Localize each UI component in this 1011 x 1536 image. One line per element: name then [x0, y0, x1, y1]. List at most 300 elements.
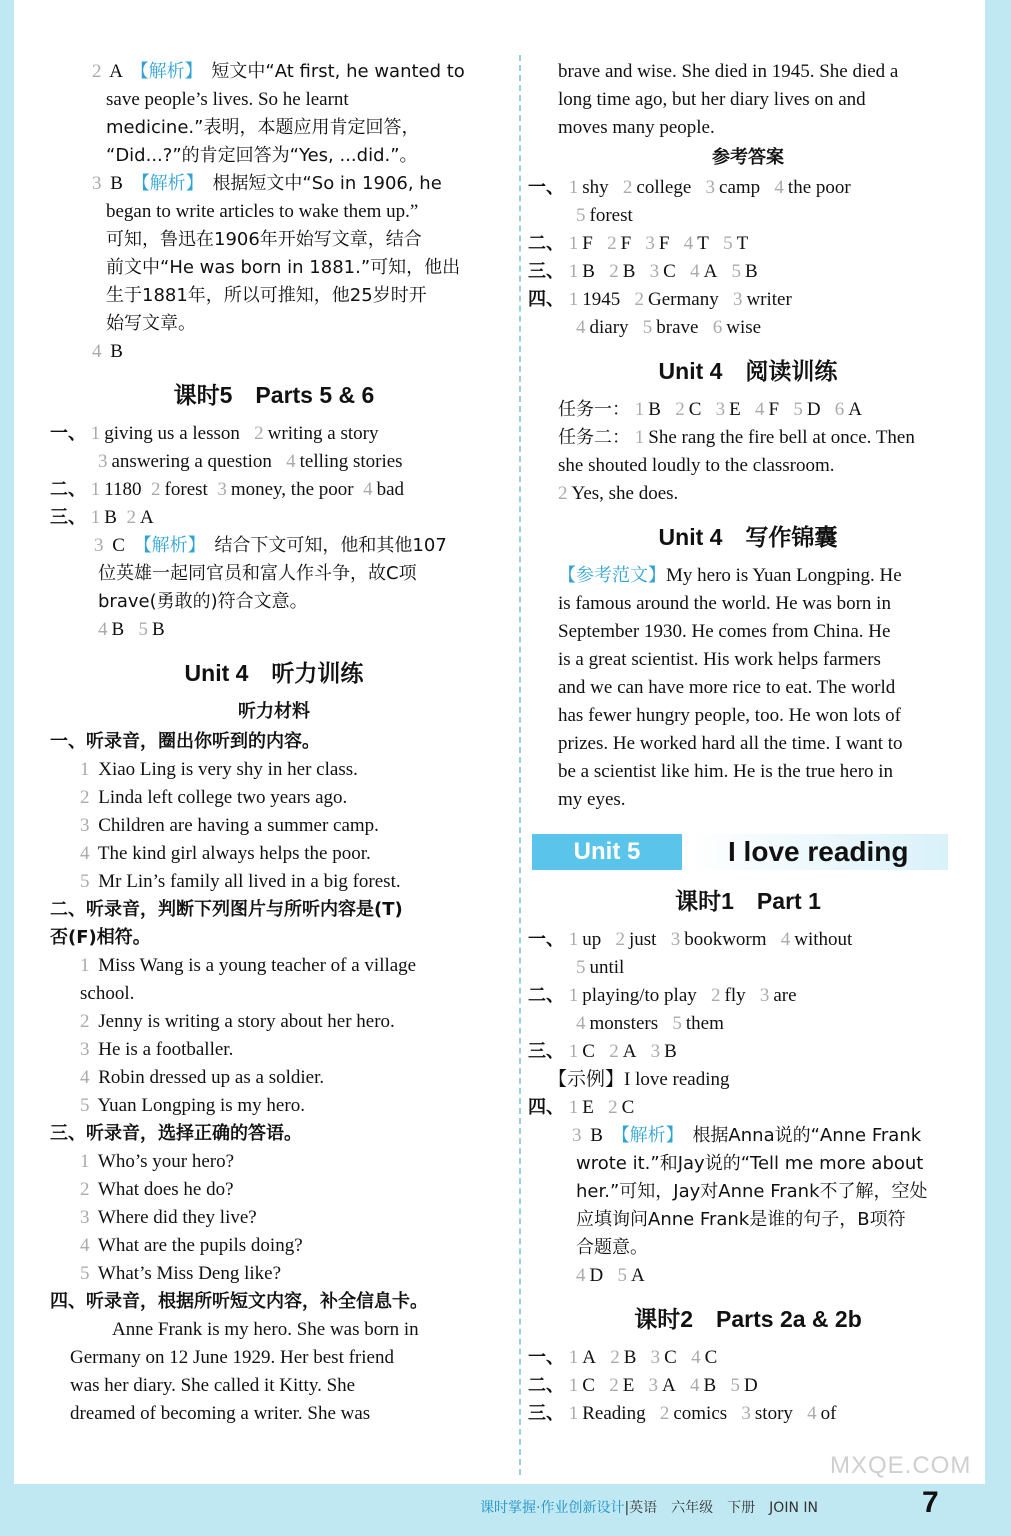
item-number: 1 — [568, 233, 579, 254]
left-column — [50, 58, 498, 1428]
sentence: Who’s your hero? — [97, 1151, 235, 1172]
item-number: 2 — [711, 985, 721, 1006]
item-number: 3 — [650, 1347, 661, 1368]
task-label: 任务二： — [558, 427, 630, 448]
answer-item — [50, 58, 498, 170]
answer-row — [50, 504, 498, 532]
answer-row — [528, 1372, 968, 1400]
question-title: 三、听录音，选择正确的答语。 — [50, 1123, 302, 1144]
lesson5-title: 课时5 Parts 5 & 6 — [173, 382, 375, 408]
passage-line: dreamed of becoming a writer. She was — [70, 1403, 371, 1424]
answer: C — [664, 1347, 677, 1368]
list-item — [80, 952, 498, 980]
item-number: 2 — [558, 483, 568, 504]
item-number: 2 — [92, 61, 102, 82]
right-column — [528, 58, 968, 1428]
answer-item — [50, 532, 498, 616]
passage-line: moves many people. — [558, 117, 715, 138]
answer-row — [528, 424, 968, 452]
analysis-tag: 【解析】 — [611, 1125, 684, 1146]
analysis-text: 应填询问Anne Frank是谁的句子，B项符 — [576, 1209, 906, 1230]
reading-title: Unit 4 阅读训练 — [658, 358, 838, 384]
item-number: 2 — [608, 1097, 618, 1118]
footer-info: |英语 六年级 下册 JOIN IN — [624, 1500, 818, 1516]
item-number: 5 — [576, 957, 586, 978]
answer: F — [768, 399, 780, 420]
analysis-text: wrote it.”和Jay说的“Tell me more about — [576, 1153, 924, 1174]
answer-item — [50, 338, 498, 366]
answer: forest — [589, 205, 633, 226]
question-title: 四、听录音，根据所听短文内容，补全信息卡。 — [50, 1291, 428, 1312]
item-number: 1 — [568, 261, 579, 282]
sentence: Miss Wang is a young teacher of a village — [98, 955, 417, 976]
analysis-text: 合题意。 — [576, 1237, 648, 1258]
item-number: 3 — [705, 177, 716, 198]
essay-line: my eyes. — [558, 789, 626, 810]
answer: A — [622, 1041, 637, 1062]
answer-row — [50, 616, 498, 644]
lesson2-title: 课时2 Parts 2a & 2b — [634, 1306, 862, 1332]
item-number: 5 — [793, 399, 803, 420]
item-number: 4 — [691, 1347, 701, 1368]
list-item — [80, 980, 498, 1008]
answer: them — [685, 1013, 724, 1034]
essay-line — [558, 562, 968, 590]
answer: money, the poor — [230, 479, 354, 500]
watermark: MXQE.COM — [830, 1452, 972, 1479]
item-number: 1 — [80, 1151, 90, 1172]
analysis-text: medicine.”表明，本题应用肯定回答， — [106, 117, 420, 138]
item-number: 2 — [675, 399, 685, 420]
answer: giving us a lesson — [104, 423, 240, 444]
item-number: 5 — [617, 1265, 627, 1286]
item-number: 5 — [723, 233, 733, 254]
item-number: 3 — [80, 1039, 90, 1060]
item-number: 1 — [90, 423, 101, 444]
item-number: 3 — [80, 1207, 90, 1228]
answer-row — [528, 1094, 968, 1122]
list-item — [80, 784, 498, 812]
item-number: 1 — [90, 507, 101, 528]
item-number: 4 — [754, 399, 765, 420]
answer: brave — [656, 317, 699, 338]
item-number: 4 — [286, 451, 296, 472]
item-number: 5 — [138, 619, 148, 640]
item-number: 4 — [683, 233, 694, 254]
list-item — [80, 868, 498, 896]
sentence: The kind girl always helps the poor. — [97, 843, 371, 864]
analysis-text: 可知，鲁迅在1906年开始写文章，结合 — [106, 229, 422, 250]
item-number: 2 — [609, 1041, 619, 1062]
item-number: 3 — [572, 1125, 582, 1146]
answer: B — [104, 507, 117, 528]
answer-row — [528, 396, 968, 424]
answer: diary — [589, 317, 629, 338]
item-number: 5 — [80, 871, 90, 892]
analysis-tag: 【解析】 — [130, 61, 203, 82]
answer-row — [528, 286, 968, 314]
section-number: 一、 — [528, 929, 564, 950]
item-number: 3 — [94, 535, 104, 556]
answer: Reading — [582, 1403, 646, 1424]
item-number: 4 — [363, 479, 373, 500]
question-title: 一、听录音，圈出你听到的内容。 — [50, 731, 320, 752]
sentence-list — [50, 756, 498, 896]
list-item — [80, 840, 498, 868]
sentence: Mr Lin’s family all lived in a big forest. — [98, 871, 401, 892]
page-border-right — [985, 0, 1011, 1536]
answer: A — [109, 61, 122, 82]
sentence: Robin dressed up as a soldier. — [98, 1067, 325, 1088]
answer: C — [582, 1375, 595, 1396]
analysis-text: “Did...?”的肯定回答为“Yes, ...did.”。 — [106, 145, 418, 166]
item-number: 6 — [712, 317, 723, 338]
item-number: 4 — [576, 1265, 586, 1286]
passage-line: was her diary. She called it Kitty. She — [70, 1375, 356, 1396]
item-number: 3 — [732, 289, 743, 310]
item-number: 5 — [730, 1375, 740, 1396]
item-number: 2 — [609, 261, 619, 282]
item-number: 1 — [634, 399, 645, 420]
analysis-text: began to write articles to wake them up.” — [106, 201, 419, 222]
answer: are — [773, 985, 797, 1006]
analysis-tag: 【解析】 — [131, 173, 204, 194]
section-number: 一、 — [528, 1347, 564, 1368]
answer-row — [528, 230, 968, 258]
answer: C — [663, 261, 676, 282]
answer-row — [528, 1262, 968, 1290]
passage-line: brave and wise. She died in 1945. She died a — [558, 61, 899, 82]
answer: answering a question — [111, 451, 272, 472]
page — [14, 0, 985, 1484]
answer: B — [590, 1125, 603, 1146]
answer: playing/to play — [582, 985, 697, 1006]
answer: camp — [719, 177, 761, 198]
answer-key-title: 参考答案 — [712, 147, 784, 168]
item-number: 3 — [92, 173, 102, 194]
item-number: 4 — [576, 317, 586, 338]
analysis-text: her.”可知，Jay对Anne Frank不了解，空处 — [576, 1181, 928, 1202]
item-number: 2 — [634, 289, 644, 310]
page-footer — [480, 1497, 818, 1517]
item-number: 4 — [774, 177, 784, 198]
analysis-text: 前文中“He was born in 1881.”可知，他出 — [106, 257, 461, 278]
answer: T — [736, 233, 749, 254]
answer: B — [110, 341, 123, 362]
answer: A — [662, 1375, 676, 1396]
analysis-text: save people’s lives. So he learnt — [106, 89, 349, 110]
item-number: 3 — [648, 1375, 659, 1396]
answer: A — [848, 399, 863, 420]
answer-row — [528, 1344, 968, 1372]
item-number: 3 — [645, 233, 655, 254]
passage-line: Anne Frank is my hero. She was born in — [112, 1319, 419, 1340]
item-number: 1 — [568, 929, 579, 950]
answer: B — [622, 261, 636, 282]
item-number: 2 — [80, 1179, 90, 1200]
listening-subtitle: 听力材料 — [238, 701, 310, 722]
item-number: 1 — [634, 427, 645, 448]
page-number: 7 — [922, 1486, 939, 1519]
answer: C — [112, 535, 125, 556]
answer-row — [528, 1038, 968, 1066]
item-number: 1 — [80, 955, 90, 976]
item-number: 2 — [610, 1347, 620, 1368]
item-number: 5 — [80, 1095, 90, 1116]
item-number: 2 — [609, 1375, 619, 1396]
sentence: Linda left college two years ago. — [98, 787, 348, 808]
item-number: 5 — [642, 317, 653, 338]
answer: bad — [376, 479, 405, 500]
list-item — [80, 1148, 498, 1176]
item-number: 1 — [568, 1347, 579, 1368]
answer: college — [636, 177, 692, 198]
answer: E — [729, 399, 741, 420]
answer: D — [589, 1265, 604, 1286]
essay-text: My hero is Yuan Longping. He — [666, 565, 902, 586]
answer: 1180 — [104, 479, 142, 500]
passage-line: Germany on 12 June 1929. Her best friend — [70, 1347, 394, 1368]
item-number: 4 — [690, 1375, 700, 1396]
answer: comics — [673, 1403, 728, 1424]
list-item — [80, 1204, 498, 1232]
answer: Germany — [648, 289, 719, 310]
item-number: 5 — [731, 261, 742, 282]
analysis-tag: 【解析】 — [133, 535, 206, 556]
analysis-text: 结合下文可知，他和其他107 — [214, 535, 447, 556]
page-border-left — [0, 0, 14, 1536]
item-number: 1 — [568, 1041, 579, 1062]
answer: B — [582, 261, 595, 282]
answer: the poor — [787, 177, 851, 198]
item-number: 2 — [126, 507, 136, 528]
answer-row — [50, 420, 498, 448]
list-item — [80, 1260, 498, 1288]
item-number: 2 — [80, 1011, 90, 1032]
item-number: 4 — [92, 341, 102, 362]
item-number: 6 — [834, 399, 845, 420]
essay-line: is a great scientist. His work helps farmers — [558, 649, 881, 670]
item-number: 3 — [741, 1403, 751, 1424]
answer: writer — [746, 289, 792, 310]
item-number: 1 — [568, 1403, 579, 1424]
analysis-text: 根据短文中“So in 1906, he — [212, 173, 442, 194]
item-number: 5 — [576, 205, 586, 226]
answer: wise — [726, 317, 762, 338]
item-number: 4 — [80, 1067, 90, 1088]
answer: A — [703, 261, 718, 282]
answer: without — [794, 929, 853, 950]
essay-line: September 1930. He comes from China. He — [558, 621, 891, 642]
answer-item — [50, 170, 498, 338]
answer-row — [528, 174, 968, 202]
section-number: 三、 — [50, 507, 86, 528]
example-answer: 【示例】I love reading — [548, 1069, 730, 1090]
answer: C — [688, 399, 702, 420]
answer-row: she shouted loudly to the classroom. — [558, 455, 835, 476]
sentence: Where did they live? — [97, 1207, 257, 1228]
section-number: 二、 — [528, 1375, 564, 1396]
item-number: 1 — [568, 289, 579, 310]
item-number: 1 — [90, 479, 101, 500]
item-number: 2 — [659, 1403, 670, 1424]
item-number: 1 — [568, 1375, 579, 1396]
answer: D — [743, 1375, 758, 1396]
section-number: 四、 — [528, 1097, 564, 1118]
listening-title: Unit 4 听力训练 — [184, 660, 364, 686]
answer: 1945 — [582, 289, 621, 310]
item-number: 4 — [80, 1235, 90, 1256]
item-number: 2 — [622, 177, 633, 198]
item-number: 4 — [807, 1403, 817, 1424]
answer: C — [704, 1347, 718, 1368]
answer: F — [658, 233, 670, 254]
list-item — [80, 1036, 498, 1064]
essay-line: has fewer hungry people, too. He won lots of — [558, 705, 901, 726]
sentence: What are the pupils doing? — [97, 1235, 303, 1256]
sentence-list — [50, 952, 498, 1120]
answer: up — [582, 929, 602, 950]
section-number: 二、 — [528, 985, 564, 1006]
answer-row — [528, 480, 968, 508]
answer: She rang the fire bell at once. Then — [648, 427, 915, 448]
answer: F — [582, 233, 593, 254]
item-number: 3 — [217, 479, 227, 500]
analysis-text: 位英雄一起同官员和富人作斗争，故C项 — [98, 563, 417, 584]
answer-row — [528, 954, 968, 982]
sample-tag: 【参考范文】 — [558, 565, 666, 586]
answer: T — [697, 233, 709, 254]
answer-row — [528, 1400, 968, 1428]
answer: B — [110, 173, 123, 194]
answer-row — [528, 258, 968, 286]
section-number: 四、 — [528, 289, 564, 310]
item-number: 4 — [690, 261, 700, 282]
item-number: 3 — [759, 985, 770, 1006]
item-number: 3 — [650, 1041, 661, 1062]
item-number: 3 — [98, 451, 108, 472]
sentence: Yuan Longping is my hero. — [97, 1095, 305, 1116]
analysis-text: 短文中“At first, he wanted to — [211, 61, 465, 82]
answer: B — [703, 1375, 717, 1396]
lesson1-title: 课时1 Part 1 — [675, 888, 821, 914]
item-number: 2 — [80, 787, 90, 808]
sample-essay — [528, 562, 968, 814]
answer: telling stories — [299, 451, 403, 472]
answer: D — [806, 399, 821, 420]
footer-brand: 课时掌握·作业创新设计 — [480, 1500, 625, 1516]
answer: monsters — [589, 1013, 659, 1034]
answer: bookworm — [684, 929, 767, 950]
answer: of — [820, 1403, 837, 1424]
answer: B — [111, 619, 125, 640]
item-number: 2 — [254, 423, 264, 444]
sentence: Children are having a summer camp. — [98, 815, 379, 836]
item-number: 1 — [568, 985, 579, 1006]
answer-row — [528, 982, 968, 1010]
item-number: 4 — [576, 1013, 586, 1034]
column-divider — [519, 55, 521, 1475]
answer: E — [622, 1375, 635, 1396]
section-number: 一、 — [528, 177, 564, 198]
question-title: 二、听录音，判断下列图片与所听内容是(T) — [50, 899, 403, 920]
answer-row — [50, 448, 498, 476]
item-number: 1 — [80, 759, 90, 780]
item-number: 3 — [649, 261, 660, 282]
answer: writing a story — [267, 423, 379, 444]
section-number: 二、 — [528, 233, 564, 254]
list-item — [80, 1176, 498, 1204]
task-label: 任务一： — [558, 399, 630, 420]
section-number: 二、 — [50, 479, 86, 500]
answer: B — [151, 619, 165, 640]
section-number: 一、 — [50, 423, 86, 444]
answer: B — [745, 261, 758, 282]
sentence-list — [50, 1148, 498, 1288]
question-title: 否(F)相符。 — [50, 927, 151, 948]
answer: just — [629, 929, 657, 950]
answer: fly — [724, 985, 746, 1006]
analysis-text: 根据Anna说的“Anne Frank — [692, 1125, 922, 1146]
answer: E — [582, 1097, 594, 1118]
answer-row — [528, 314, 968, 342]
list-item — [80, 756, 498, 784]
sentence: He is a footballer. — [98, 1039, 234, 1060]
item-number: 2 — [151, 479, 161, 500]
item-number: 4 — [780, 929, 791, 950]
answer: B — [623, 1347, 637, 1368]
item-number: 3 — [80, 815, 90, 836]
answer-item — [528, 1122, 968, 1262]
answer: A — [582, 1347, 596, 1368]
answer-row — [50, 476, 498, 504]
sentence: school. — [80, 983, 135, 1004]
item-number: 4 — [80, 843, 90, 864]
unit5-badge: Unit 5 — [532, 834, 682, 870]
section-number: 三、 — [528, 1041, 564, 1062]
list-item — [80, 1092, 498, 1120]
answer: A — [139, 507, 154, 528]
answer-row — [528, 1010, 968, 1038]
item-number: 1 — [568, 177, 579, 198]
answer-row — [528, 926, 968, 954]
writing-title: Unit 4 写作锦囊 — [658, 524, 838, 550]
item-number: 5 — [80, 1263, 90, 1284]
answer: C — [621, 1097, 635, 1118]
item-number: 2 — [615, 929, 625, 950]
item-number: 3 — [715, 399, 726, 420]
sentence: Xiao Ling is very shy in her class. — [98, 759, 358, 780]
essay-line: is famous around the world. He was born in — [558, 593, 891, 614]
section-number: 三、 — [528, 1403, 564, 1424]
analysis-text: 生于1881年，所以可推知，他25岁时开 — [106, 285, 427, 306]
list-item — [80, 1064, 498, 1092]
sentence: What does he do? — [97, 1179, 234, 1200]
answer: Yes, she does. — [571, 483, 679, 504]
answer: B — [664, 1041, 677, 1062]
answer: until — [589, 957, 625, 978]
item-number: 2 — [607, 233, 617, 254]
analysis-text: 始写文章。 — [106, 313, 196, 334]
unit5-title: I love reading — [728, 836, 909, 867]
essay-line: and we can have more rice to eat. The world — [558, 677, 896, 698]
sentence: What’s Miss Deng like? — [97, 1263, 282, 1284]
answer: C — [582, 1041, 595, 1062]
answer: shy — [582, 177, 609, 198]
answer: F — [620, 233, 632, 254]
answer: B — [648, 399, 661, 420]
section-number: 三、 — [528, 261, 564, 282]
